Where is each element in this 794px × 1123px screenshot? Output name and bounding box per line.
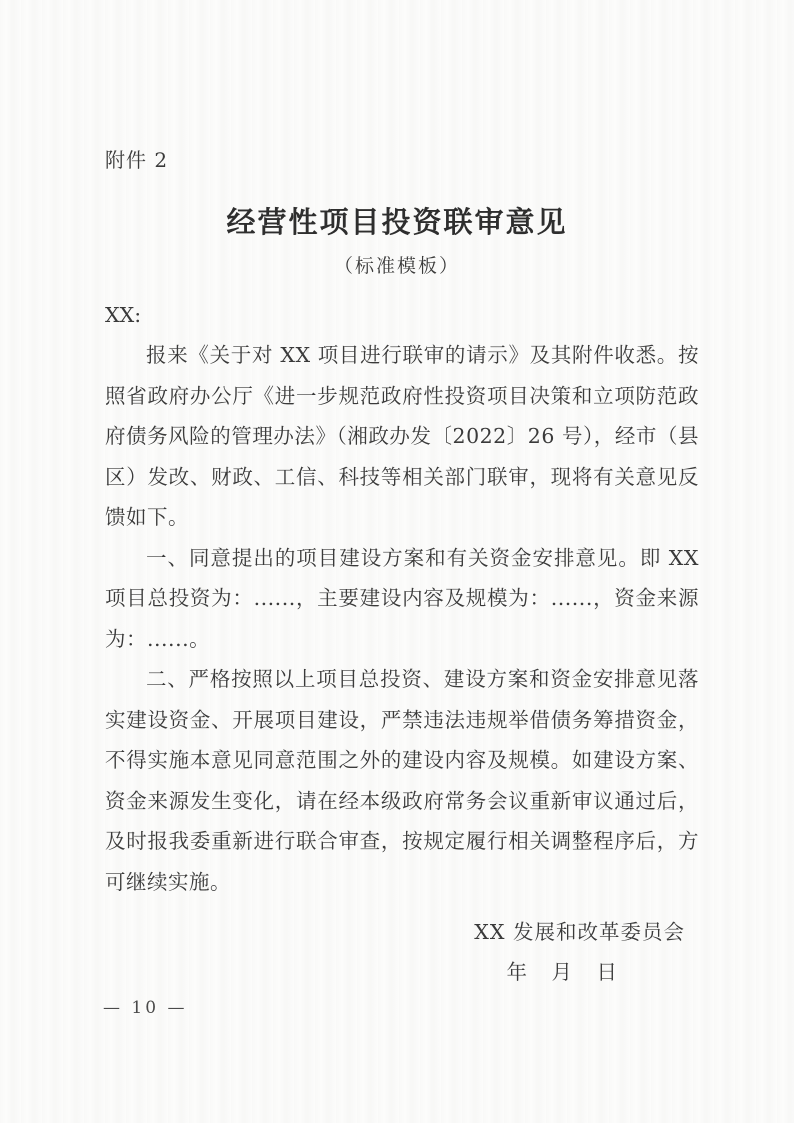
paragraph-intro: 报来《关于对 XX 项目进行联审的请示》及其附件收悉。按照省政府办公厅《进一步规范政府性投资项目决策和立项防范政府债务风险的管理办法》（湘政办发〔2022〕26 号），经市（县区）发改、财政、工信、科技等相关部门联审，现将有关意见反馈如下。 (105, 343, 699, 529)
document-title: 经营性项目投资联审意见 (226, 205, 568, 239)
signature-organization: XX 发展和改革委员会 (474, 920, 685, 944)
paragraph-item-one: 一、同意提出的项目建设方案和有关资金安排意见。即 XX 项目总投资为：......，主要建设内容及规模为：......，资金来源为：......。 (105, 545, 699, 651)
salutation: XX: (105, 303, 142, 327)
page-number: — 10 — (103, 998, 188, 1018)
paragraph-item-two: 二、严格按照以上项目总投资、建设方案和资金安排意见落实建设资金、开展项目建设，严禁违法违规举借债务筹措资金，不得实施本意见同意范围之外的建设内容及规模。如建设方案、资金来源发生变化，请在经本级政府常务会议重新审议通过后，及时报我委重新进行联合审查，按规定履行相关调整程序后，方可继续实施。 (105, 667, 699, 894)
attachment-label: 附件 2 (105, 148, 169, 172)
signature-date-line: 年 月 日 (506, 960, 619, 984)
signature-block (105, 912, 699, 992)
document-subtitle: （标准模板） (333, 255, 460, 277)
document-body (105, 295, 699, 992)
